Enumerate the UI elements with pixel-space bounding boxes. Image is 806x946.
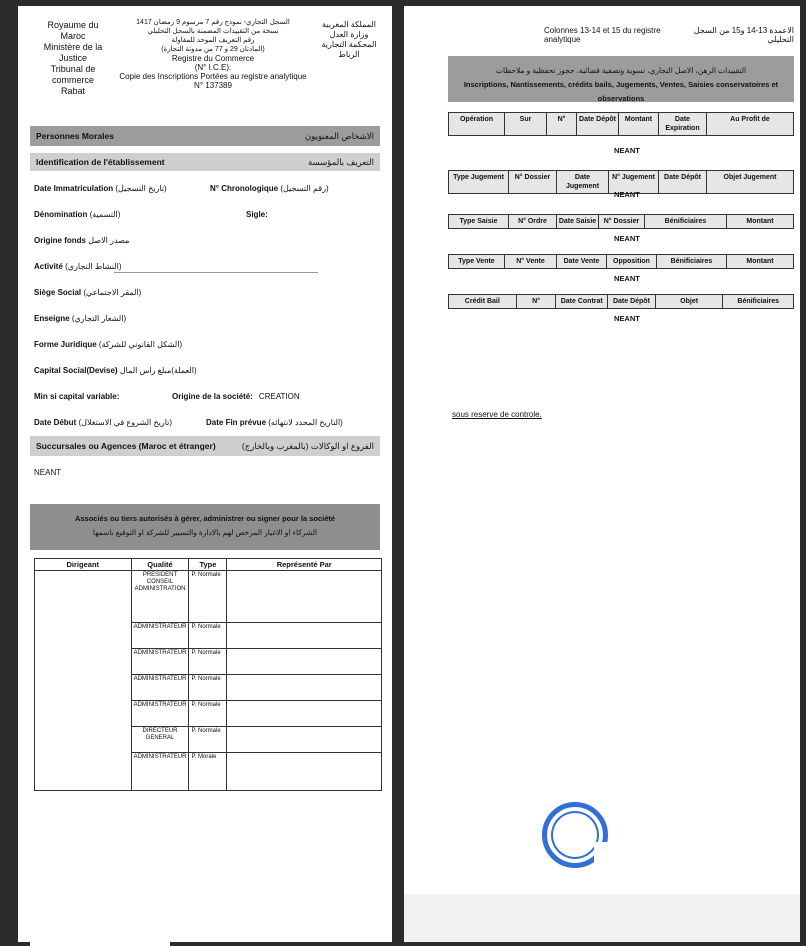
column-header: Type Saisie [449, 215, 509, 228]
represente-cell [227, 649, 382, 675]
header-middle [118, 18, 308, 90]
column-header: Représenté Par [227, 559, 382, 571]
field-label-ar: (العملة)مبلغ راس المال [119, 366, 197, 375]
column-header: Opération [449, 113, 505, 135]
field-date-debut [34, 418, 172, 427]
field-sigle [246, 210, 268, 219]
column-header: N° Ordre [509, 215, 557, 228]
table-row [35, 753, 382, 791]
identification-band [30, 153, 380, 171]
page-bottom-margin [404, 894, 800, 942]
header-ar-line: المحكمة التجارية [321, 40, 377, 49]
field-label: Activité [34, 262, 63, 271]
field-label-ar: (تاريخ الشروع في الاستغلال) [78, 418, 173, 427]
type-cell: P. Normale [189, 649, 227, 675]
represente-cell [227, 675, 382, 701]
field-label-ar: (الشعار التجاري) [71, 314, 127, 323]
table-row [35, 571, 382, 623]
field-label-ar: (التاريخ المحدد لانتهائه) [268, 418, 343, 427]
column-header: Montant [746, 218, 774, 225]
column-header: N° Dossier [509, 171, 557, 193]
column-header: N° Dossier [599, 215, 645, 228]
redaction-block [594, 842, 774, 894]
type-cell: P. Normale [189, 675, 227, 701]
qualite-cell: ADMINISTRATEUR [131, 675, 189, 701]
band-label: Inscriptions, Nantissements, crédits bails, Jugements, Ventes, Saisies conservatoires et observations [463, 80, 779, 103]
band-label: Succursales ou Agences (Maroc et étranger) [36, 441, 216, 451]
neant-value: NEANT [614, 314, 640, 323]
column-header: Date Dépôt [577, 113, 619, 135]
field-label: Forme Juridique [34, 340, 97, 349]
header-mid-line: (المادتان 29 و 77 من مدونة التجارة) [161, 46, 265, 53]
dirigeant-cell [35, 701, 132, 727]
represente-cell [227, 753, 382, 791]
table-row [35, 701, 382, 727]
field-label-ar: (التسمية) [89, 210, 121, 219]
column-header: Date Saisie [557, 215, 599, 228]
field-label: Siège Social [34, 288, 82, 297]
operations-table-header [448, 112, 794, 136]
column-header: Type [189, 559, 227, 571]
type-cell: P. Normale [189, 727, 227, 753]
saisies-table-header [448, 214, 794, 229]
header-ar-line: وزارة العدل [329, 30, 369, 39]
field-label-ar: (الشكل القانوني للشركة) [98, 340, 183, 349]
succursales-value: NEANT [34, 468, 62, 477]
field-capital-social [34, 366, 197, 375]
column-header: Montant [619, 113, 659, 135]
type-cell: P. Morale [189, 753, 227, 791]
colonnes-header [412, 26, 794, 44]
dirigeant-cell [35, 753, 132, 791]
field-label: Date Début [34, 418, 77, 427]
field-label: Sigle: [246, 210, 268, 219]
column-header: N° [517, 295, 557, 308]
registre-copy-number: Copie des Inscriptions Portées au registre analytique N° 137389 [119, 72, 307, 90]
redaction-block-left [30, 908, 170, 946]
header-arabic [314, 20, 384, 60]
column-header: N° Jugement [609, 171, 659, 193]
dirigeant-cell [35, 675, 132, 701]
band-label: Identification de l'établissement [36, 157, 165, 167]
dirigeant-cell [35, 649, 132, 675]
inscriptions-band [448, 56, 794, 102]
header-mid-line: السجل التجاري- نموذج رقم 7 مرسوم 9 رمضان 1417 [136, 19, 290, 26]
field-date-immatriculation [34, 184, 167, 193]
represente-cell [227, 727, 382, 753]
header-fr-line: Tribunal de commerce [50, 64, 96, 85]
field-n-chronologique [210, 184, 329, 193]
registre-title: Registre du Commerce [171, 54, 255, 63]
column-header: Date Dépôt [659, 171, 707, 193]
column-header: Opposition [607, 255, 657, 268]
qualite-cell: DIRECTEUR GENERAL [131, 727, 189, 753]
dirigeant-cell [35, 727, 132, 753]
neant-value: NEANT [614, 146, 640, 155]
field-origine-fonds [34, 236, 129, 245]
field-denomination [34, 210, 120, 219]
field-siege-social [34, 288, 141, 297]
band-label-ar: الفروع او الوكالات (بالمغرب وبالخارج) [241, 440, 374, 451]
qualite-cell: PRESIDENT CONSEIL ADMINISTRATION [131, 571, 189, 623]
dirigeant-cell [35, 571, 132, 623]
column-header: Objet Jugement [723, 174, 777, 181]
band-label-ar: الشركاء او الاغيار المرخص لهم بالادارة والتسيير للشركة او التوقيع باسمها [92, 528, 318, 537]
type-cell: P. Normale [189, 623, 227, 649]
field-label: Enseigne [34, 314, 70, 323]
type-cell: P. Normale [189, 701, 227, 727]
field-label: Min si capital variable: [34, 392, 120, 401]
column-header: Objet [656, 295, 724, 308]
field-label-ar: (المقر الاجتماعي) [83, 288, 142, 297]
column-header: Qualité [131, 559, 189, 571]
column-header: Sur [505, 113, 547, 135]
field-label: Origine fonds [34, 236, 86, 245]
field-label-ar: (رقم التسجيل) [280, 184, 329, 193]
dirigeant-cell [35, 623, 132, 649]
column-header: Date Dépôt [608, 295, 656, 308]
band-label-ar: الاشخاص المعنويون [305, 130, 374, 141]
column-header: Bénificiaires [657, 255, 727, 268]
column-header: Type Vente [449, 255, 505, 268]
header-ar-line: المملكة المغربية [322, 20, 376, 29]
field-activite [34, 262, 122, 271]
ventes-table-header [448, 254, 794, 269]
qualite-cell: ADMINISTRATEUR [131, 649, 189, 675]
header-fr-line: Rabat [60, 86, 86, 96]
field-label-ar: (تاريخ التسجيل) [115, 184, 167, 193]
field-label-ar: (النشاط التجاري) [65, 262, 122, 271]
column-header: Dirigeant [35, 559, 132, 571]
neant-value: NEANT [614, 274, 640, 283]
column-header: Date Vente [557, 255, 607, 268]
table-row [35, 649, 382, 675]
colonnes-ar: الاعمدة 13-14 و15 من السجل التحليلي [693, 26, 794, 44]
qualite-cell: ADMINISTRATEUR [131, 753, 189, 791]
column-header: Type Jugement [449, 171, 509, 193]
table-row [35, 727, 382, 753]
qualite-cell: ADMINISTRATEUR [131, 623, 189, 649]
qualite-cell: ADMINISTRATEUR [131, 701, 189, 727]
band-label-ar: التعريف بالمؤسسة [308, 156, 374, 167]
column-header: Date Contrat [556, 295, 608, 308]
left-page [18, 6, 392, 942]
sous-reserve-note: sous reserve de controle. [452, 410, 542, 419]
field-enseigne [34, 314, 126, 323]
associes-band [30, 504, 380, 550]
header-ar-line: الرباط [338, 50, 360, 59]
represente-cell [227, 701, 382, 727]
column-header: Au Profit de [730, 116, 770, 123]
column-header: Date Expiration [659, 113, 707, 135]
field-value: CREATION [258, 392, 300, 401]
header-fr-line: Royaume du Maroc [47, 20, 99, 41]
column-header: N° [547, 113, 577, 135]
column-header: Crédit Bail [449, 295, 517, 308]
neant-value: NEANT [614, 234, 640, 243]
column-header: N° Vente [505, 255, 557, 268]
table-header-row [35, 559, 382, 571]
column-header: Bénificiaires [737, 298, 780, 305]
type-cell: P. Normale [189, 571, 227, 623]
header-mid-line: رقم التعريف الموحد للمقاولة [171, 37, 255, 44]
credit-bail-table-header [448, 294, 794, 309]
colonnes-fr: Colonnes 13-14 et 15 du registre analytique [544, 26, 661, 44]
neant-value: NEANT [614, 190, 640, 199]
table-row [35, 675, 382, 701]
column-header: Bénificiaires [645, 215, 727, 228]
table-row [35, 623, 382, 649]
field-forme-juridique [34, 340, 182, 349]
represente-cell [227, 623, 382, 649]
band-label: Associés ou tiers autorisés à gérer, administrer ou signer pour la société [74, 514, 336, 523]
field-label: Date Fin prévue [206, 418, 267, 427]
field-label: Date Immatriculation [34, 184, 114, 193]
header-mid-line: نسخة من التقييدات المضمنة بالسجل التحليلي [147, 28, 279, 35]
field-min-capital [34, 392, 119, 401]
personnes-morales-band [30, 126, 380, 146]
field-label: N° Chronologique [210, 184, 279, 193]
column-header: Date Jugement [557, 171, 609, 193]
field-date-fin [206, 418, 343, 427]
ice-number: (N° I.C.E): [194, 63, 232, 72]
field-label: Dénomination [34, 210, 88, 219]
band-label: Personnes Morales [36, 131, 114, 141]
dirigeants-table [34, 558, 382, 791]
header-french [36, 20, 110, 97]
field-label: Capital Social(Devise) [34, 366, 118, 375]
field-label-ar: مصدر الاصل [88, 236, 130, 245]
field-origine-societe [172, 392, 300, 401]
activite-underline [114, 272, 318, 273]
band-label-ar: التقييدات الرهن، الاصل التجاري، تسوية وتصفية قضائية، حجوز تحفظية و ملاحظات [495, 66, 747, 75]
succursales-band [30, 436, 380, 456]
represente-cell [227, 571, 382, 623]
right-page [404, 6, 800, 942]
header-fr-line: Ministère de la Justice [43, 42, 103, 63]
column-header: Montant [746, 258, 774, 265]
field-label: Origine de la société: [172, 392, 253, 401]
